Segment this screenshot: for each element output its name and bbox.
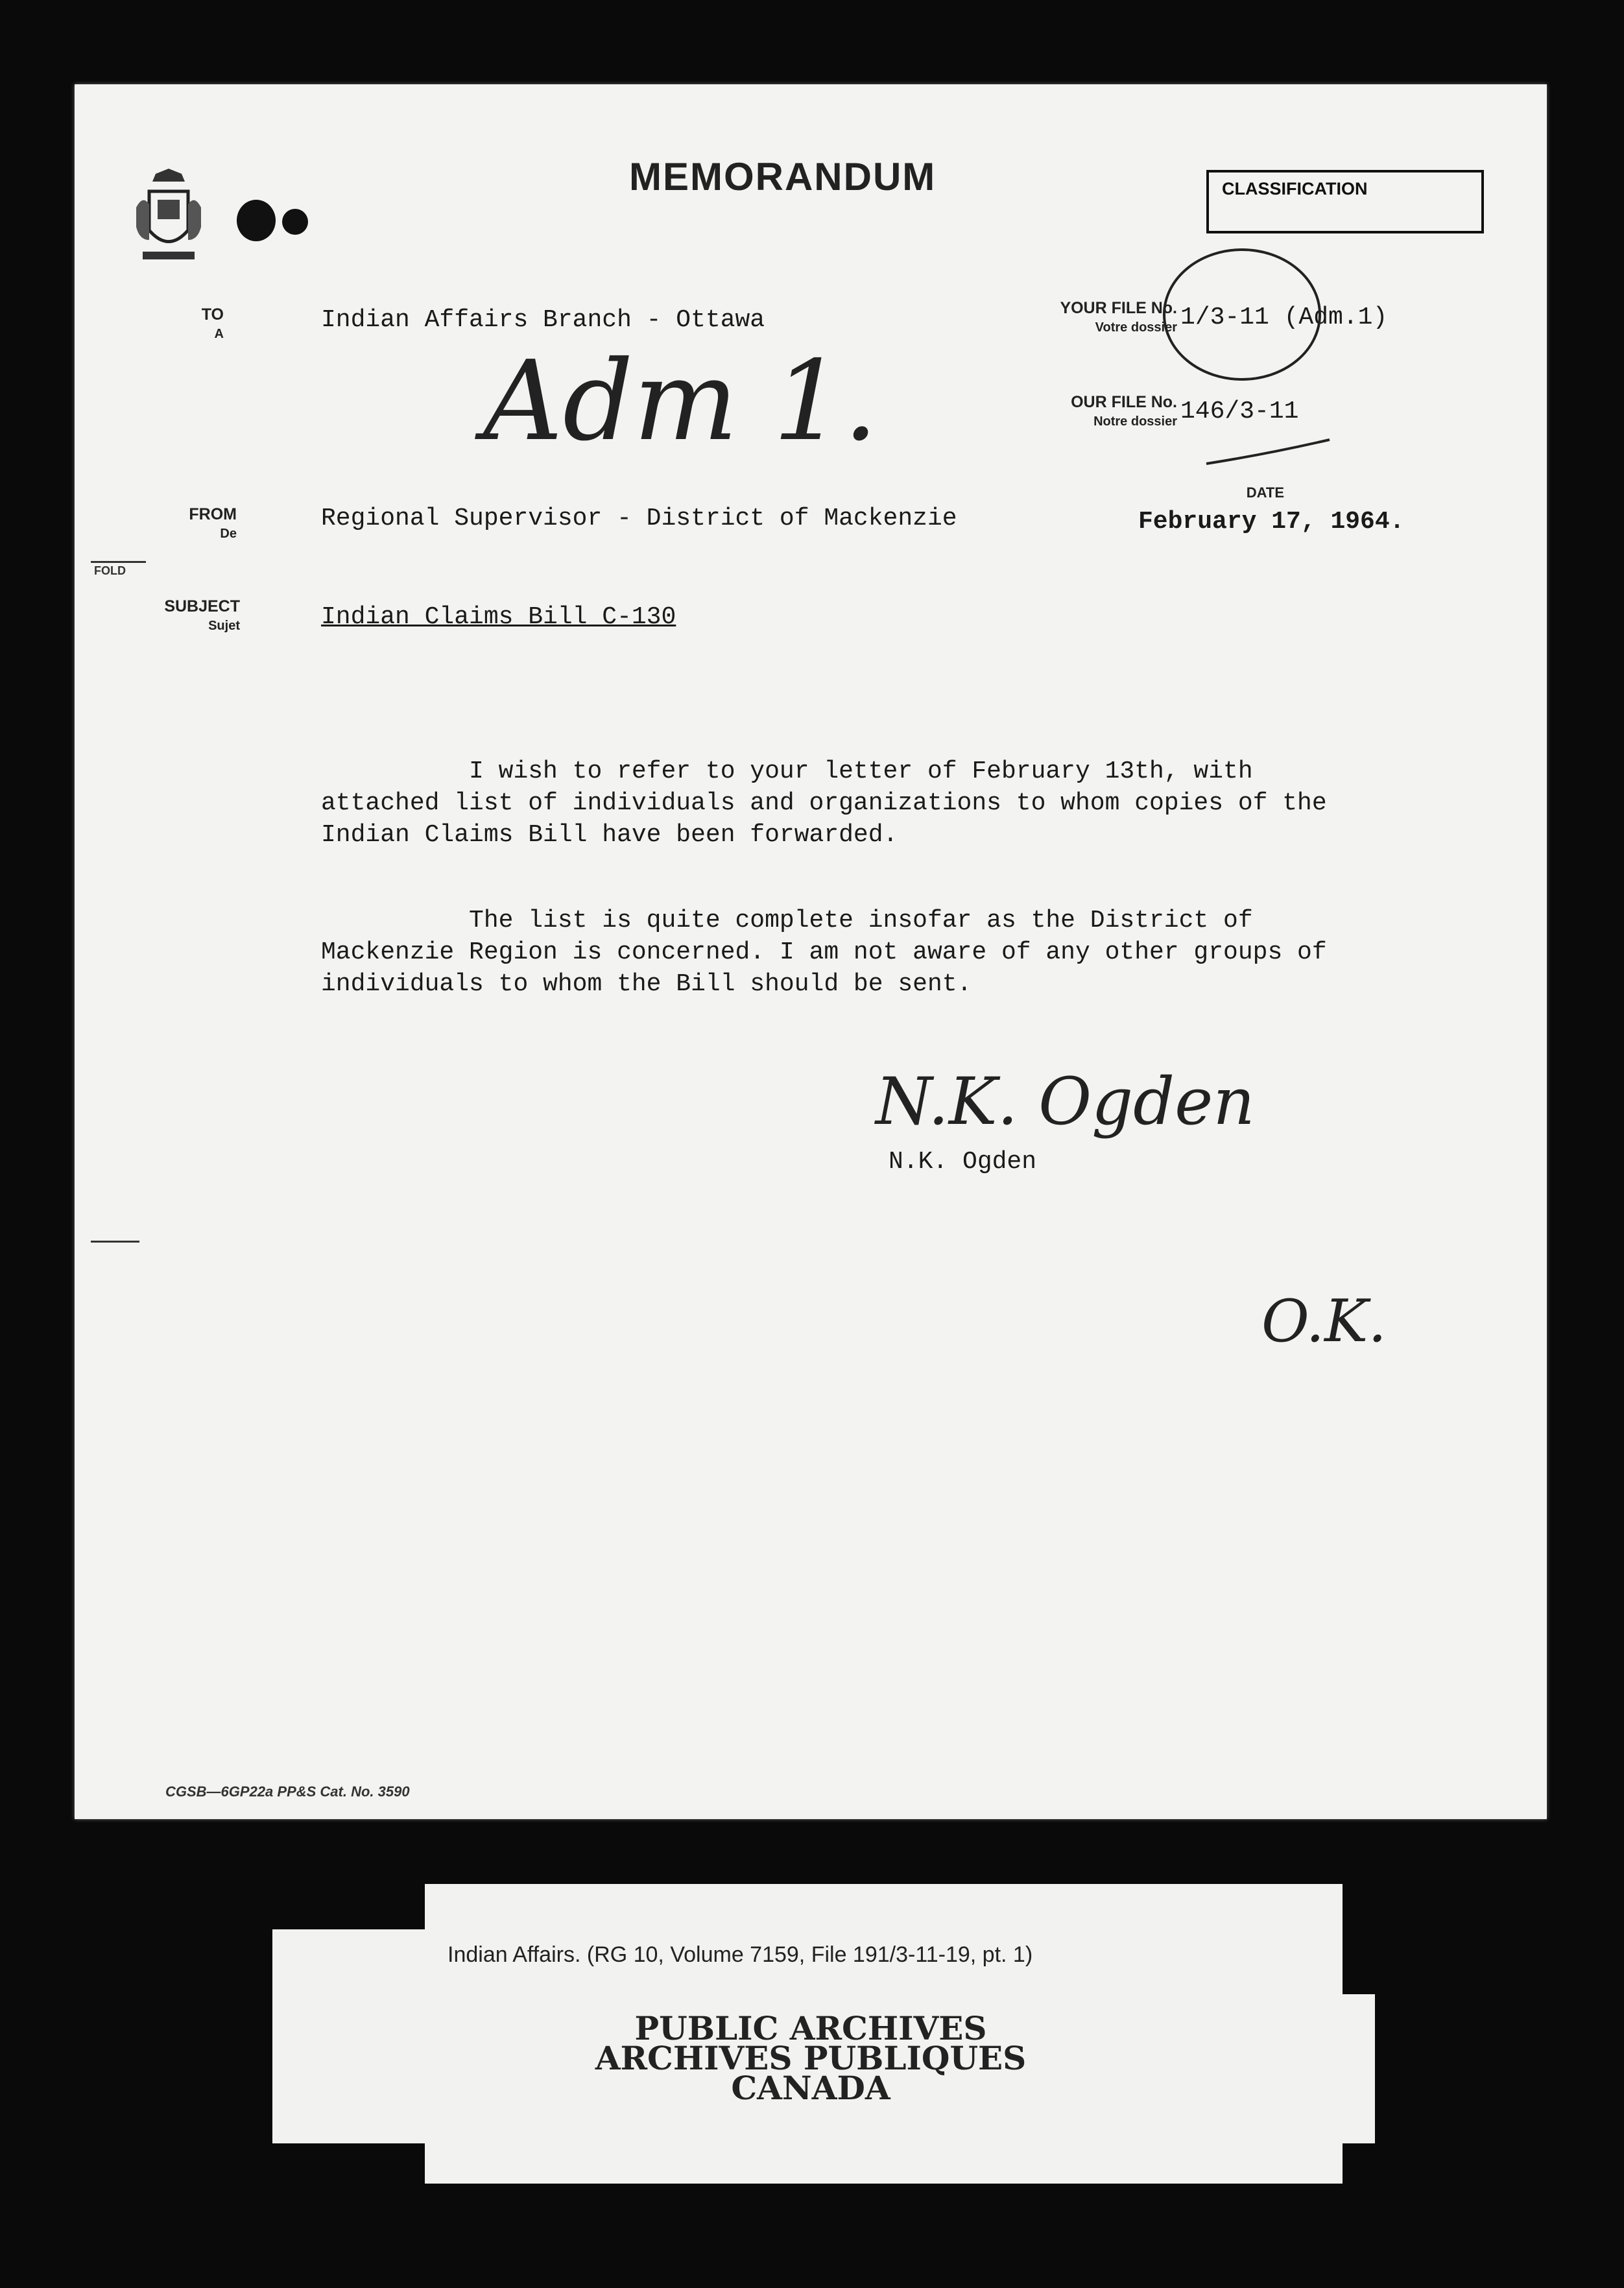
handwritten-adm-note: Adm 1. xyxy=(483,337,879,466)
date-label: DATE xyxy=(1246,484,1284,501)
fold-label: FOLD xyxy=(94,564,126,577)
your-file-value: 1/3-11 (Adm.1) xyxy=(1180,304,1388,331)
subject-value: Indian Claims Bill C-130 xyxy=(321,603,676,631)
signature-name: N.K. Ogden xyxy=(889,1148,1037,1176)
our-file-label: OUR FILE No. Notre dossier xyxy=(1071,393,1177,429)
ink-blot-icon xyxy=(233,195,311,246)
handwritten-ok-note: O.K. xyxy=(1261,1287,1387,1355)
archive-line-2: ARCHIVES PUBLIQUES xyxy=(595,2039,1027,2077)
paragraph-2: The list is quite complete insofar as the District of Mackenzie Region is concerned. I am not aware of any other groups of individuals to whom the Bill should be sent. xyxy=(321,907,1327,998)
memo-heading: MEMORANDUM xyxy=(629,155,937,198)
to-value: Indian Affairs Branch - Ottawa xyxy=(321,306,765,334)
your-file-label: YOUR FILE No. Votre dossier xyxy=(1060,299,1177,335)
fold-mark-lower xyxy=(91,1241,139,1243)
classification-box xyxy=(1206,170,1484,233)
archive-reference: Indian Affairs. (RG 10, Volume 7159, File 191/3-11-19, pt. 1) xyxy=(448,1942,1033,1967)
hand-drawn-circle-icon xyxy=(1158,243,1326,386)
handwritten-underline-icon xyxy=(1203,435,1333,467)
archive-line-3: CANADA xyxy=(731,2069,890,2107)
archive-stamp xyxy=(363,2009,1258,2107)
from-label: FROM De xyxy=(189,505,237,541)
fold-mark xyxy=(91,561,146,563)
subject-label: SUBJECT Sujet xyxy=(164,597,240,633)
to-label: TO A xyxy=(201,305,224,341)
our-file-value: 146/3-11 xyxy=(1180,398,1299,425)
memo-page xyxy=(75,84,1547,1819)
classification-label: CLASSIFICATION xyxy=(1222,179,1368,198)
paragraph-1: I wish to refer to your letter of February 13th, with attached list of individuals and organizations to whom copies of the Indian Claims Bill have been forwarded. xyxy=(321,757,1327,849)
coat-of-arms-icon xyxy=(133,169,204,266)
from-value: Regional Supervisor - District of Mackenzie xyxy=(321,505,957,532)
archive-line-1: PUBLIC ARCHIVES xyxy=(634,2009,987,2047)
handwritten-signature: N.K. Ogden xyxy=(876,1064,1255,1139)
date-value: February 17, 1964. xyxy=(1138,508,1405,536)
form-number: CGSB—6GP22a PP&S Cat. No. 3590 xyxy=(165,1783,410,1800)
